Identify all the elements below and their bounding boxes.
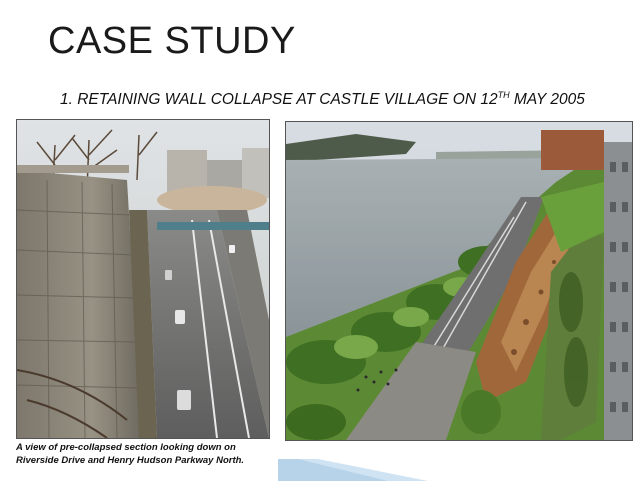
photo-caption	[16, 441, 278, 467]
caption-line-2: Riverside Drive and Henry Hudson Parkway North.	[16, 455, 245, 466]
pre-collapse-photo	[16, 119, 270, 439]
caption-line-1: A view of pre-collapsed section looking down on	[16, 442, 236, 453]
slide-title: CASE STUDY	[48, 20, 296, 62]
subtitle-main-text: 1. RETAINING WALL COLLAPSE AT CASTLE VILLAGE ON 12	[60, 91, 498, 108]
slide-subtitle	[60, 91, 585, 109]
post-collapse-photo	[285, 121, 633, 441]
subtitle-superscript: TH	[497, 89, 510, 100]
subtitle-date-suffix: MAY 2005	[509, 91, 585, 108]
